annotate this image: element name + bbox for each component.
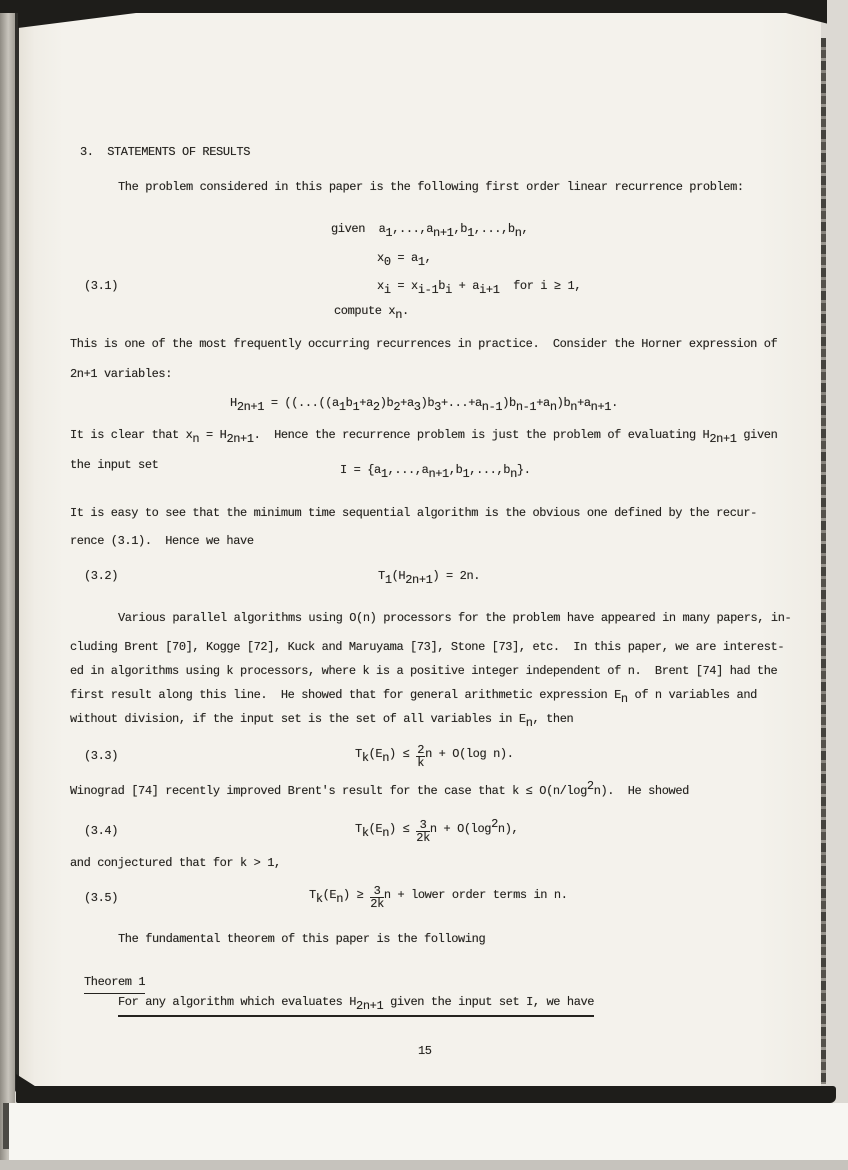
paragraph-line: Various parallel algorithms using O(n) processors for the problem have appeared in many papers, in-	[118, 611, 792, 625]
paragraph-line: 2n+1 variables:	[70, 367, 173, 381]
scan-bottom-strip	[0, 1160, 848, 1170]
equation-label-3-4: (3.4)	[84, 824, 119, 838]
page-bottom-edge-shadow	[16, 1086, 836, 1103]
page-number: 15	[418, 1044, 432, 1058]
paragraph-line: ed in algorithms using k processors, where k is a positive integer independent of n. Brent [74] had the	[70, 664, 778, 678]
equation-3-4: Tk(En) ≤ $\frac{3}{2k}$ n + O(log2n),	[355, 817, 519, 845]
equation-3-5: Tk(En) ≥ $\frac{3}{2k}$ n + lower order terms in n.	[309, 884, 568, 911]
paragraph-line: cluding Brent [70], Kogge [72], Kuck and Maruyama [73], Stone [73], etc. In this paper, we are interest-	[70, 640, 785, 654]
next-page-edge-line	[3, 1103, 9, 1149]
section-heading: 3. STATEMENTS OF RESULTS	[80, 145, 251, 159]
equation-3-2: T1(H2n+1) = 2n.	[378, 569, 481, 587]
horner-expression: H2n+1 = ((...((a1b1+a2)b2+a3)b3+...+an-1)bn-1+an)bn+an+1.	[230, 396, 618, 414]
paragraph-line: first result along this line. He showed that for general arithmetic expression En of n variables and	[70, 688, 757, 706]
equation-label-3-1: (3.1)	[84, 279, 119, 293]
equation-3-1-xi: xi = xi-1bi + ai+1 for i ≥ 1,	[377, 279, 582, 297]
paragraph-line: rence (3.1). Hence we have	[70, 534, 254, 548]
paragraph-line: the input set	[70, 458, 159, 472]
page-right-edge-line	[821, 38, 826, 1084]
scan-top-edge	[0, 0, 848, 13]
equation-3-1-x0: x0 = a1,	[377, 251, 432, 269]
paper-sheet	[19, 11, 821, 1088]
paragraph-line: It is easy to see that the minimum time sequential algorithm is the obvious one defined by the recur-	[70, 506, 757, 520]
equation-label-3-2: (3.2)	[84, 569, 119, 583]
paragraph-line: The problem considered in this paper is the following first order linear recurrence problem:	[118, 180, 744, 194]
next-page-edge	[9, 1103, 848, 1160]
paragraph-line: It is clear that xn = H2n+1. Hence the recurrence problem is just the problem of evaluating H2n+1 given	[70, 428, 778, 446]
equation-3-1-compute: compute xn.	[334, 304, 409, 322]
scan-left-gutter	[0, 0, 15, 1170]
paragraph-line: and conjectured that for k > 1,	[70, 856, 281, 870]
equation-label-3-5: (3.5)	[84, 891, 119, 905]
equation-3-1-given: given a1,...,an+1,b1,...,bn,	[331, 222, 529, 240]
equation-label-3-3: (3.3)	[84, 749, 119, 763]
scan-right-gutter	[827, 0, 848, 1170]
paragraph-line: Winograd [74] recently improved Brent's result for the case that k ≤ O(n/log2n). He showed	[70, 779, 689, 798]
theorem-statement: For any algorithm which evaluates H2n+1 given the input set I, we have	[118, 995, 594, 1017]
theorem-heading: Theorem 1	[84, 975, 145, 994]
paragraph-line: This is one of the most frequently occurring recurrences in practice. Consider the Horner expression of	[70, 337, 778, 351]
paragraph-line: The fundamental theorem of this paper is the following	[118, 932, 486, 946]
paragraph-line: without division, if the input set is the set of all variables in En, then	[70, 712, 574, 730]
input-set-equation: I = {a1,...,an+1,b1,...,bn}.	[340, 463, 531, 481]
equation-3-3: Tk(En) ≤ $\frac{2}{k}$ n + O(log n).	[355, 743, 514, 770]
